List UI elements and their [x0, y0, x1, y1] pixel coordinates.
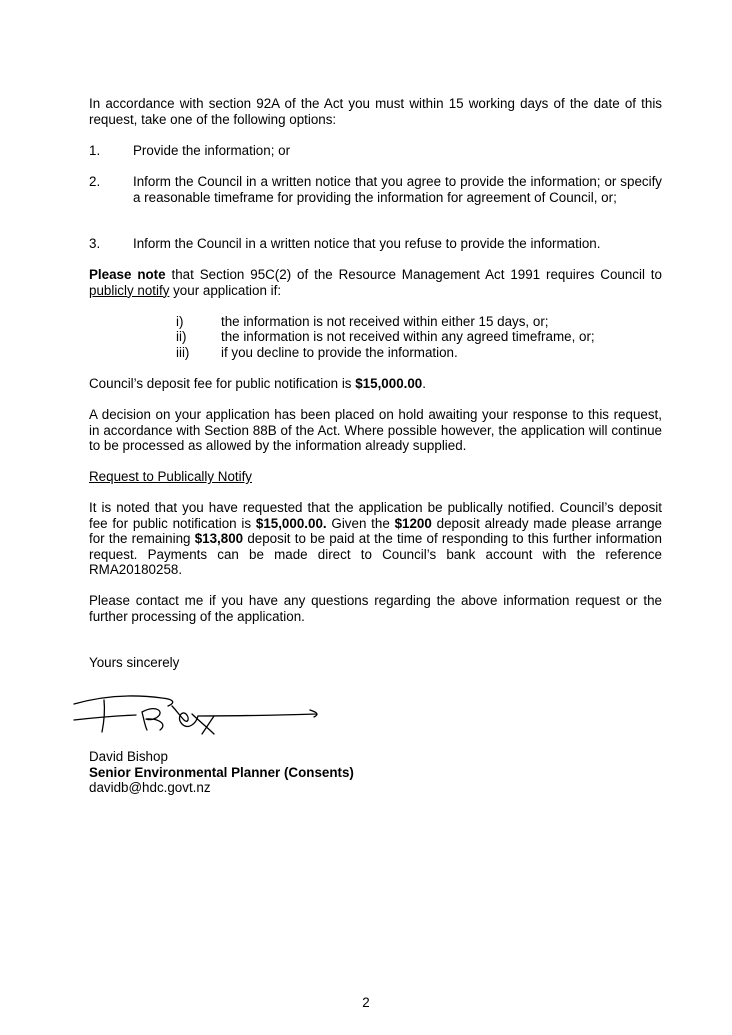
- option-3-number: 3.: [89, 236, 101, 251]
- condition-3-number: iii): [176, 345, 190, 360]
- notify-remaining: $13,800: [194, 531, 244, 547]
- signature-image: [72, 690, 322, 740]
- condition-2-number: ii): [176, 329, 187, 344]
- heading-text: Request to Publically Notify: [89, 469, 252, 484]
- notify-text-1: It is noted that you have requested that the application be publically notified. Council’s deposit fee for public notification is: [89, 500, 662, 531]
- option-2-text: Inform the Council in a written notice that you agree to provide the information; or specify a reasonable timeframe for providing the information for agreement of Council, or;: [133, 174, 662, 205]
- notify-text-4: deposit to be paid at the time of responding to this further information request. Payments can be made direct to Council’s bank account with the reference RMA20180258.: [89, 531, 662, 578]
- notify-paragraph: [89, 500, 662, 578]
- signature-stroke-1: [74, 696, 173, 706]
- decision-paragraph: A decision on your application has been placed on hold awaiting your response to this request, in accordance with Section 88B of the Act. Where possible however, the application will continue to be processed as allowed by the information already supplied.: [89, 407, 662, 454]
- signature-stroke-4: [172, 706, 214, 734]
- notify-text-3: deposit already made please arrange for the remaining: [89, 515, 662, 547]
- intro-paragraph: In accordance with section 92A of the Act you must within 15 working days of the date of this request, take one of the following options:: [89, 96, 662, 127]
- deposit-amount: $15,000.00: [355, 376, 423, 391]
- option-3-text: Inform the Council in a written notice that you refuse to provide the information.: [133, 236, 601, 251]
- please-note-label: Please note: [89, 267, 166, 282]
- condition-1-text: the information is not received within either 15 days, or;: [221, 314, 549, 329]
- please-note-paragraph: [89, 267, 662, 298]
- notify-text-2: Given the: [326, 515, 395, 531]
- note-text-2: your application if:: [169, 282, 282, 298]
- notify-paid-deposit: $1200: [394, 515, 432, 531]
- publicly-notify-term: publicly notify: [89, 282, 170, 298]
- note-text-1: that Section 95C(2) of the Resource Management Act 1991 requires Council to: [165, 267, 662, 282]
- signature-stroke-5: [198, 710, 317, 717]
- page-number: 2: [362, 995, 370, 1010]
- signature-stroke-2: [102, 700, 104, 732]
- signer-email: davidb@hdc.govt.nz: [89, 780, 211, 795]
- condition-2-text: the information is not received within any agreed timeframe, or;: [221, 329, 595, 344]
- section-heading: [89, 469, 662, 485]
- deposit-text: Council’s deposit fee for public notification is: [89, 376, 356, 391]
- contact-paragraph: Please contact me if you have any questions regarding the above information request or the further processing of the application.: [89, 593, 662, 624]
- deposit-end: .: [422, 376, 426, 391]
- signer-title: Senior Environmental Planner (Consents): [89, 765, 354, 780]
- option-2-number: 2.: [89, 174, 101, 189]
- option-1-text: Provide the information; or: [133, 143, 291, 158]
- notify-fee: $15,000.00.: [255, 515, 327, 531]
- condition-3-text: if you decline to provide the information.: [221, 345, 458, 360]
- signature-stroke-6: [74, 715, 136, 720]
- signature-stroke-3: [142, 709, 163, 730]
- condition-1-number: i): [176, 314, 184, 329]
- signer-name: David Bishop: [89, 749, 168, 764]
- closing: Yours sincerely: [89, 655, 180, 670]
- option-1-number: 1.: [89, 143, 101, 158]
- deposit-paragraph: [89, 376, 662, 392]
